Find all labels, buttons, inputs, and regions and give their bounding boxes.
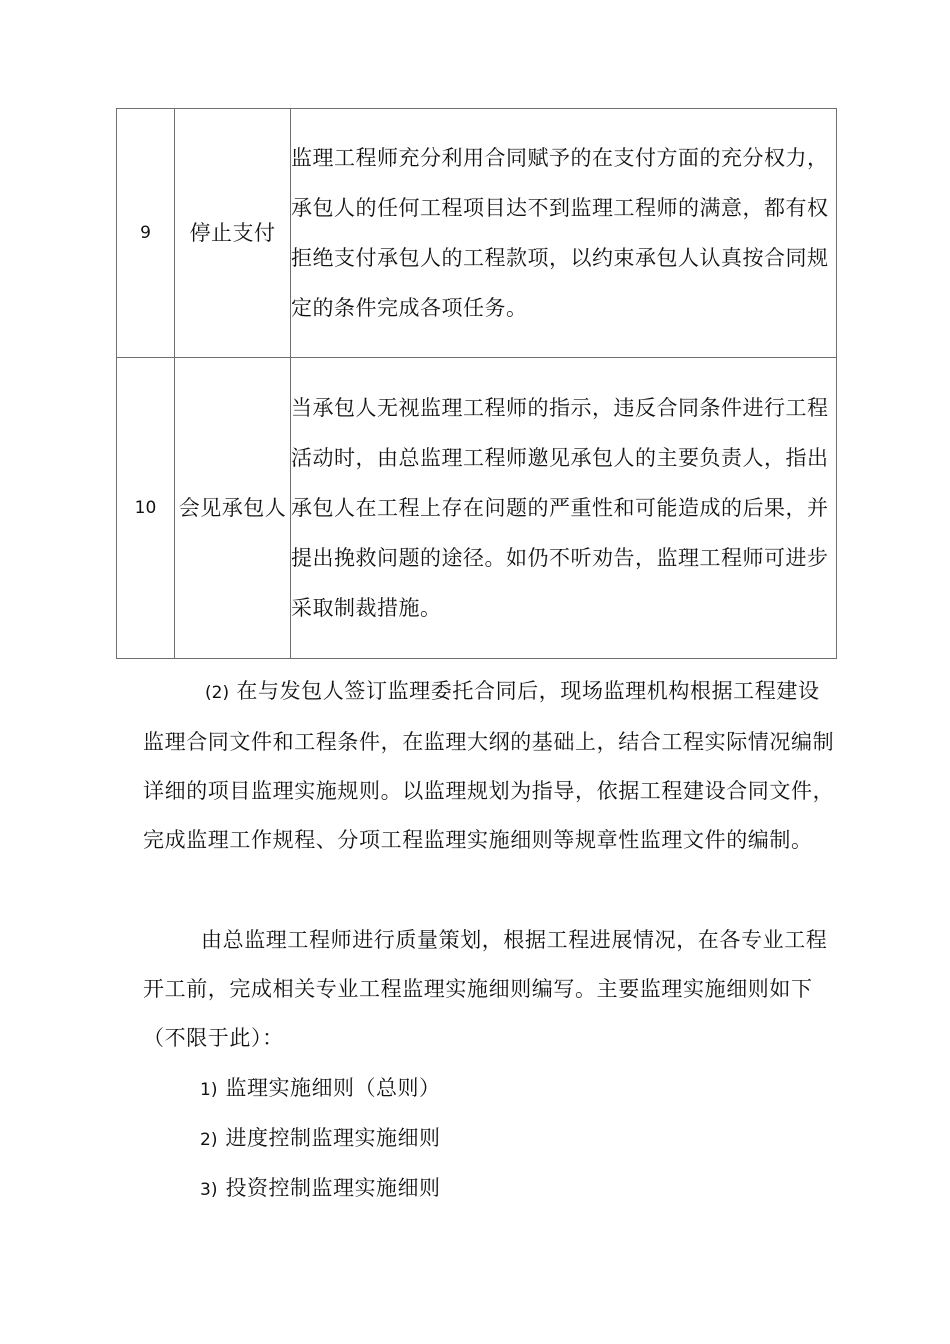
list-item-number: 1): [200, 1080, 218, 1100]
list-item-text: 投资控制监理实施细则: [225, 1176, 441, 1200]
list-item-text: 监理实施细则（总则）: [225, 1076, 441, 1100]
measure-name: 停止支付: [175, 109, 291, 358]
paragraph-lead-number: (2): [205, 683, 230, 703]
list-item: [200, 1122, 440, 1156]
list-item-number: 3): [200, 1180, 218, 1200]
paragraph-implementation-rules: [143, 667, 835, 865]
row-number: 10: [117, 358, 175, 659]
list-item-text: 进度控制监理实施细则: [225, 1126, 441, 1150]
list-item: [200, 1072, 440, 1106]
list-item-number: 2): [200, 1130, 218, 1150]
measure-description: 当承包人无视监理工程师的指示，违反合同条件进行工程活动时，由总监理工程师邀见承包人的主要负责人，指出承包人在工程上存在问题的严重性和可能造成的后果，并提出挽救问题的途径。如仍不听劝告，监理工程师可进步采取制裁措施。: [291, 358, 837, 659]
list-item: [200, 1172, 440, 1206]
table-row: [117, 358, 837, 659]
supervision-measures-table: [116, 108, 837, 659]
paragraph-quality-planning: 由总监理工程师进行质量策划，根据工程进展情况，在各专业工程开工前，完成相关专业工程监理实施细则编写。主要监理实施细则如下（不限于此）：: [143, 928, 828, 1050]
measure-description: 监理工程师充分利用合同赋予的在支付方面的充分权力，承包人的任何工程项目达不到监理工程师的满意，都有权拒绝支付承包人的工程款项，以约束承包人认真按合同规定的条件完成各项任务。: [291, 109, 837, 358]
measure-name: 会见承包人: [175, 358, 291, 659]
paragraph-text: 在与发包人签订监理委托合同后，现场监理机构根据工程建设监理合同文件和工程条件，在监理大纲的基础上，结合工程实际情况编制详细的项目监理实施规则。以监理规划为指导，依据工程建设合同文件，完成监理工作规程、分项工程监理实施细则等规章性监理文件的编制。: [143, 679, 835, 852]
table-row: [117, 109, 837, 358]
row-number: 9: [117, 109, 175, 358]
